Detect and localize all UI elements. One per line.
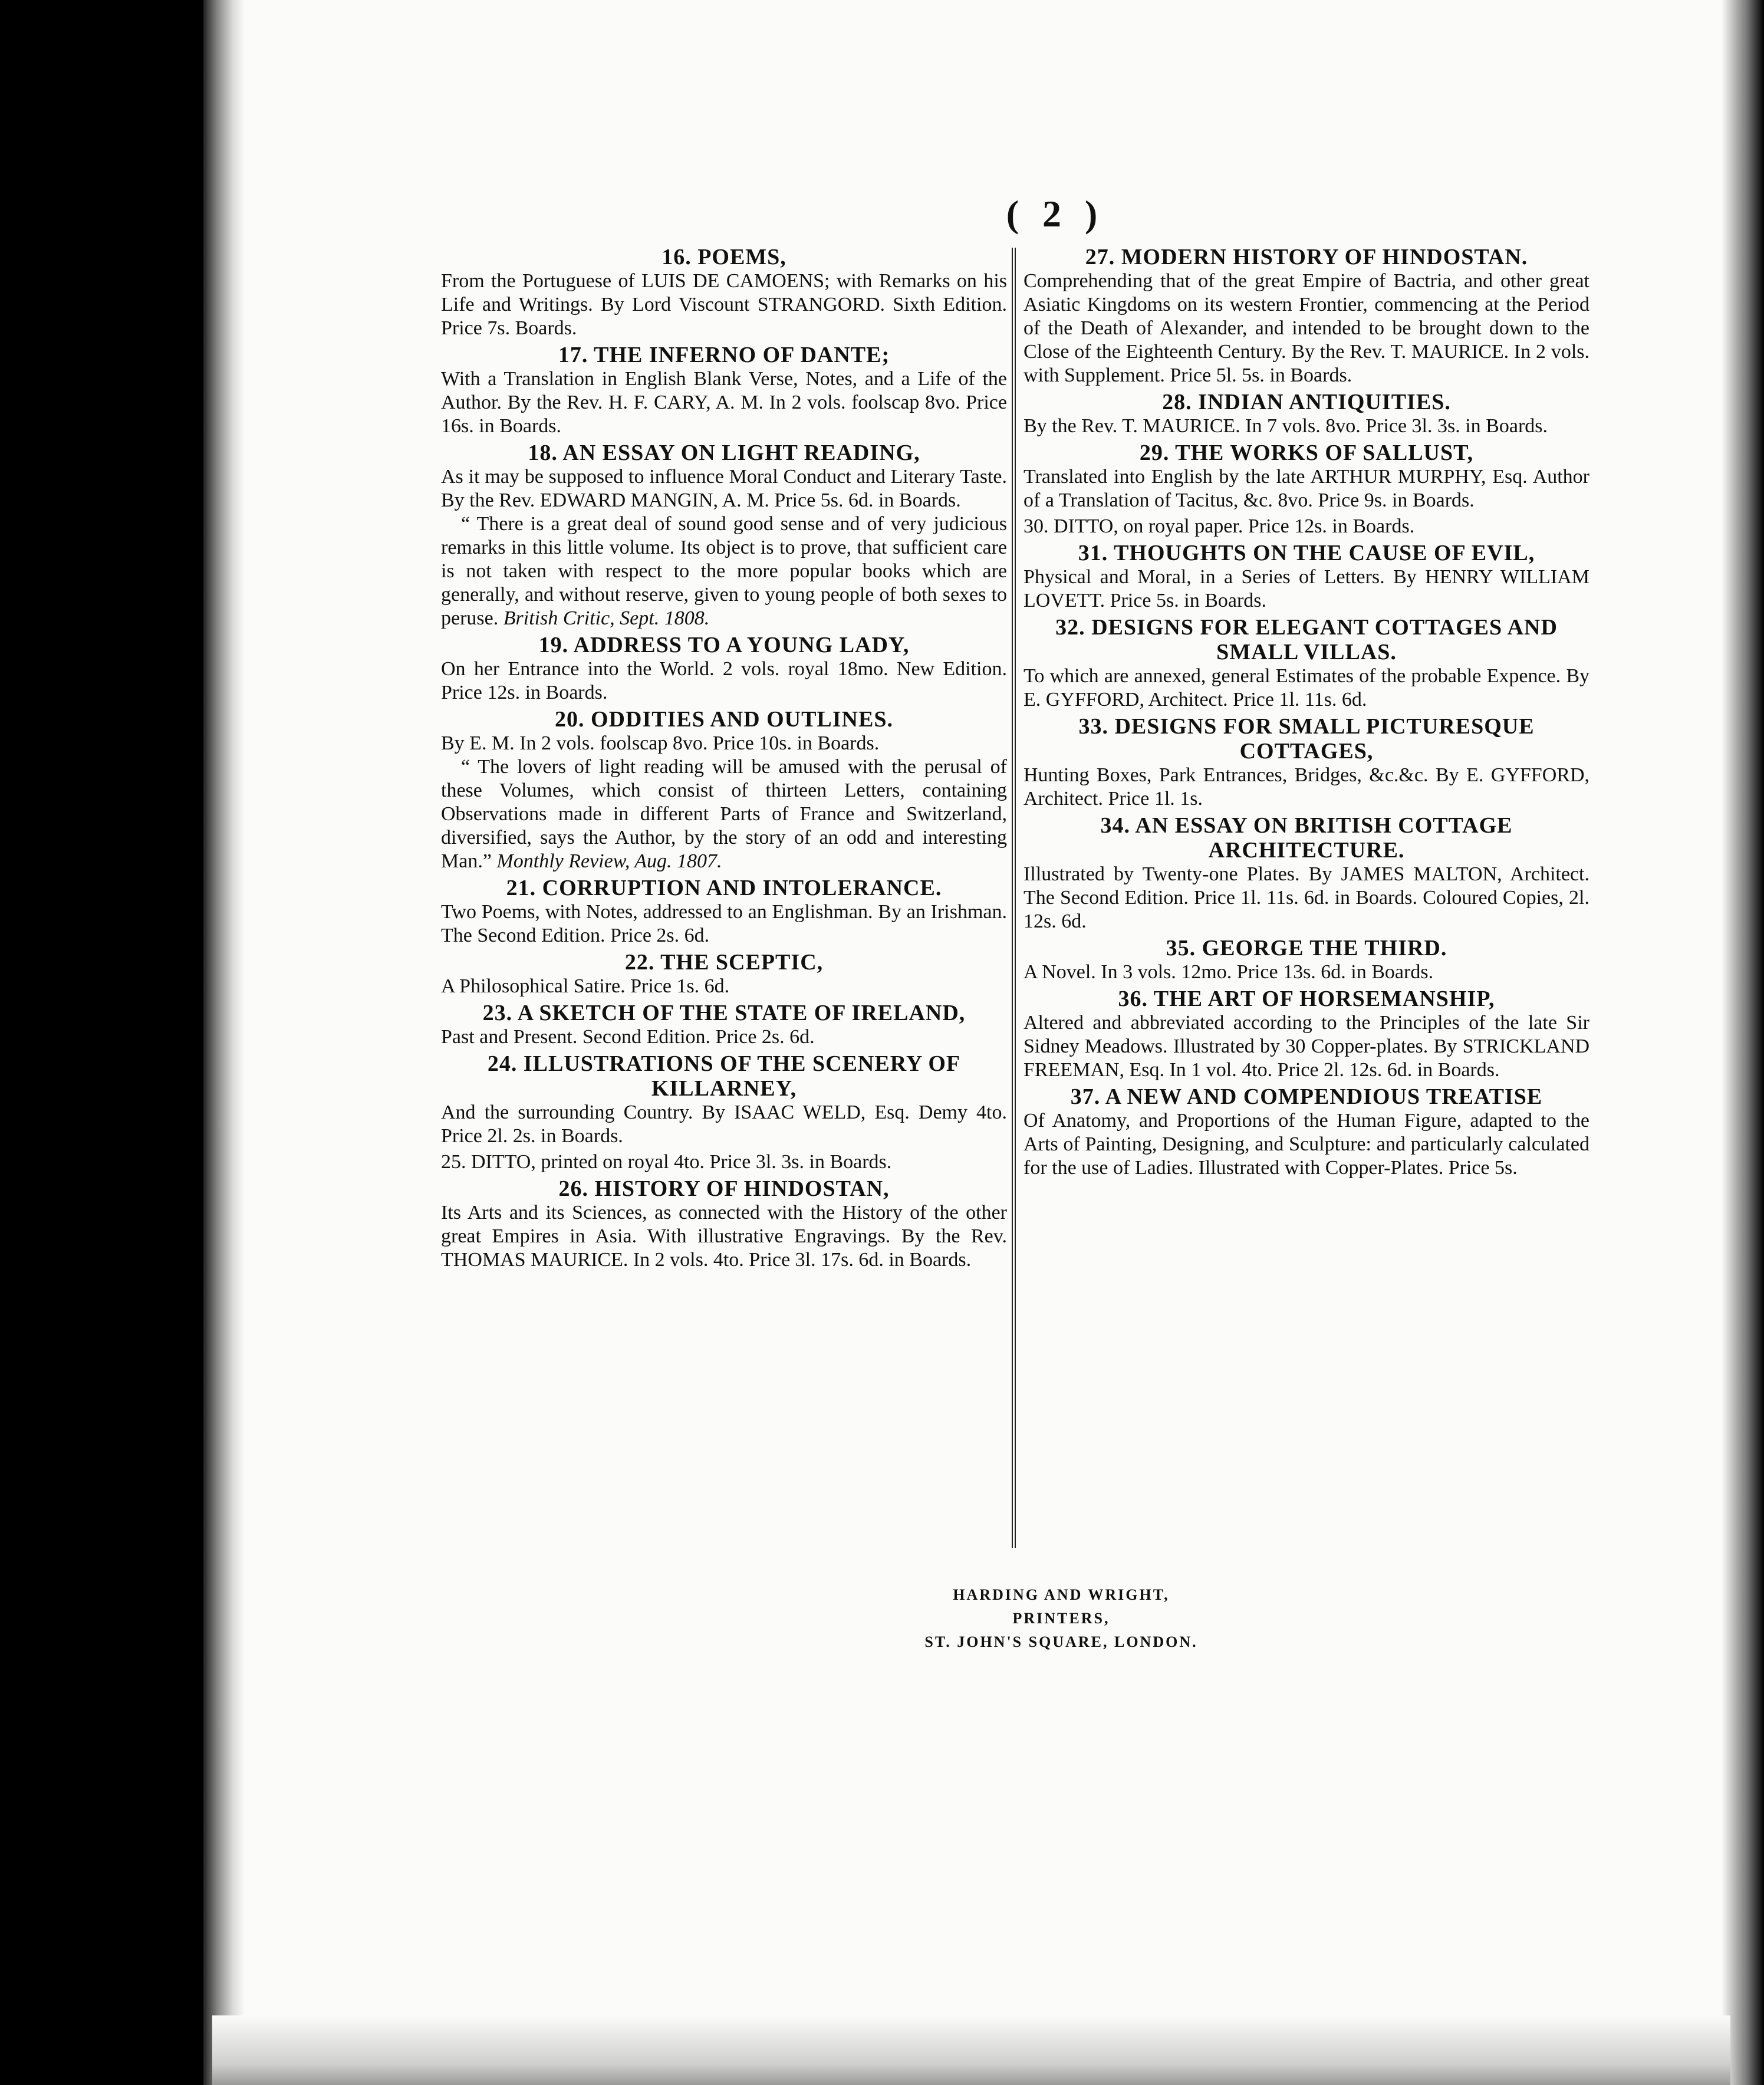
entry-title: 22. THE SCEPTIC, xyxy=(624,950,824,975)
right-column xyxy=(1023,245,1589,1182)
entry-title: 28. INDIAN ANTIQUITIES. xyxy=(1162,390,1451,415)
catalogue-entry xyxy=(1023,936,1589,984)
catalogue-entry xyxy=(441,876,1007,948)
entry-title: 17. THE INFERNO OF DANTE; xyxy=(558,343,890,367)
entry-title: 31. THOUGHTS ON THE CAUSE OF EVIL, xyxy=(1078,541,1535,565)
entry-description: To which are annexed, general Estimates of the probable Expence. By E. GYFFORD, Architect. Price 1l. 11s. 6d. xyxy=(1023,665,1589,711)
entry-description: By E. M. In 2 vols. foolscap 8vo. Price 10s. in Boards. xyxy=(441,732,880,754)
entry-description: Physical and Moral, in a Series of Letters. By HENRY WILLIAM LOVETT. Price 5s. in Boards. xyxy=(1023,566,1589,611)
entry-title: 16. POEMS, xyxy=(662,245,786,269)
catalogue-entry xyxy=(441,343,1007,438)
page-gutter-shadow xyxy=(203,0,245,2085)
entry-title: 18. AN ESSAY ON LIGHT READING, xyxy=(528,440,920,465)
entry-description: Translated into English by the late ARTHUR MURPHY, Esq. Author of a Translation of Tacitus, &c. 8vo. Price 9s. in Boards. xyxy=(1023,466,1589,511)
entry-description: As it may be supposed to influence Moral Conduct and Literary Taste. By the Rev. EDWARD MANGIN, A. M. Price 5s. 6d. in Boards. xyxy=(441,466,1007,511)
catalogue-entry xyxy=(441,1051,1007,1148)
entry-title: 32. DESIGNS FOR ELEGANT COTTAGES AND SMALL VILLAS. xyxy=(1055,615,1558,665)
column-rule xyxy=(1012,248,1016,1548)
entry-description: Comprehending that of the great Empire of Bactria, and other great Asiatic Kingdoms on its western Frontier, commencing at the Period of the Death of Alexander, and intended to be brought down to the Close of the Eighteenth Century. By the Rev. T. MAURICE. In 2 vols. with Supplement. Price 5l. 5s. in Boards. xyxy=(1023,270,1589,386)
catalogue-entry xyxy=(441,1001,1007,1049)
entry-title: 36. THE ART OF HORSEMANSHIP, xyxy=(1118,986,1495,1011)
entry-review-source: Monthly Review, Aug. 1807. xyxy=(496,850,722,872)
entry-title: 20. ODDITIES AND OUTLINES. xyxy=(555,707,893,732)
entry-description: On her Entrance into the World. 2 vols. royal 18mo. New Edition. Price 12s. in Boards. xyxy=(441,658,1007,703)
entry-description: Illustrated by Twenty-one Plates. By JAMES MALTON, Architect. The Second Edition. Price 1l. 11s. 6d. in Boards. Coloured Copies, 2l. 12s. 6d. xyxy=(1023,863,1589,932)
entry-description: Two Poems, with Notes, addressed to an Englishman. By an Irishman. The Second Edition. Price 2s. 6d. xyxy=(441,901,1007,946)
entry-review-source: British Critic, Sept. 1808. xyxy=(503,607,710,629)
imprint-printer-name: HARDING AND WRIGHT, xyxy=(953,1586,1170,1603)
entry-description: Hunting Boxes, Park Entrances, Bridges, &c.&c. By E. GYFFORD, Architect. Price 1l. 1s. xyxy=(1023,764,1589,810)
entry-review-quote xyxy=(441,755,1007,873)
entry-description: And the surrounding Country. By ISAAC WELD, Esq. Demy 4to. Price 2l. 2s. in Boards. xyxy=(441,1101,1007,1147)
entry-description: A Novel. In 3 vols. 12mo. Price 13s. 6d. in Boards. xyxy=(1023,961,1434,983)
entry-description: Of Anatomy, and Proportions of the Human Figure, adapted to the Arts of Painting, Designing, and Sculpture: and particularly calculated for the use of Ladies. Illustrated with Copper-Plates. Price 5s. xyxy=(1023,1110,1589,1179)
entry-title: 37. A NEW AND COMPENDIOUS TREATISE xyxy=(1070,1084,1543,1109)
catalogue-entry xyxy=(1023,541,1589,613)
entry-title: 35. GEORGE THE THIRD. xyxy=(1166,936,1447,961)
entry-description: A Philosophical Satire. Price 1s. 6d. xyxy=(441,975,730,997)
catalogue-entry xyxy=(1023,615,1589,712)
entry-quote-text: “ The lovers of light reading will be amused with the perusal of these Volumes, which consist of thirteen Letters, containing Observations made in different Parts of France and Switzerland, diversified, says the Author, by the story of an odd and interesting Man.” xyxy=(441,756,1007,872)
catalogue-entry xyxy=(1023,813,1589,933)
entry-title: 24. ILLUSTRATIONS OF THE SCENERY OF KILLARNEY, xyxy=(487,1051,961,1101)
catalogue-entry xyxy=(1023,515,1589,538)
printer-imprint xyxy=(707,1583,1415,1654)
entry-title: 19. ADDRESS TO A YOUNG LADY, xyxy=(538,633,910,657)
catalogue-entry xyxy=(441,1176,1007,1272)
catalogue-entry xyxy=(1023,986,1589,1082)
left-column xyxy=(441,245,1007,1274)
entry-description: By the Rev. T. MAURICE. In 7 vols. 8vo. Price 3l. 3s. in Boards. xyxy=(1023,415,1548,437)
page-number: ( 2 ) xyxy=(1006,193,1105,235)
imprint-address: ST. JOHN'S SQUARE, LONDON. xyxy=(924,1633,1198,1650)
entry-title: 27. MODERN HISTORY OF HINDOSTAN. xyxy=(1085,245,1528,269)
entry-title: 21. CORRUPTION AND INTOLERANCE. xyxy=(506,876,942,900)
catalogue-entry xyxy=(1023,390,1589,438)
entry-title: 33. DESIGNS FOR SMALL PICTURESQUE COTTAGES, xyxy=(1078,714,1535,764)
entry-title: 26. HISTORY OF HINDOSTAN, xyxy=(558,1176,890,1201)
catalogue-entry xyxy=(1023,1084,1589,1180)
catalogue-entry xyxy=(1023,245,1589,387)
catalogue-entry xyxy=(1023,440,1589,512)
entry-title: 23. A SKETCH OF THE STATE OF IRELAND, xyxy=(482,1001,966,1025)
catalogue-entry xyxy=(441,950,1007,998)
entry-title: 34. AN ESSAY ON BRITISH COTTAGE ARCHITECTURE. xyxy=(1100,813,1513,863)
right-edge-shadow xyxy=(1722,0,1764,2085)
entry-description: Its Arts and its Sciences, as connected with the History of the other great Empires in Asia. With illustrative Engravings. By the Rev. THOMAS MAURICE. In 2 vols. 4to. Price 3l. 17s. 6d. in Boards. xyxy=(441,1202,1007,1271)
entry-quote-text: “ There is a great deal of sound good sense and of very judicious remarks in this little volume. Its object is to prove, that sufficient care is not taken with respect to the more popular books which are generally, and without reserve, given to young people of both sexes to peruse. xyxy=(441,513,1007,629)
catalogue-entry xyxy=(441,440,1007,630)
entry-review-quote xyxy=(441,512,1007,630)
catalogue-entry xyxy=(441,707,1007,873)
catalogue-entry xyxy=(1023,714,1589,811)
entry-title: 29. THE WORKS OF SALLUST, xyxy=(1139,440,1474,465)
entry-description: 30. DITTO, on royal paper. Price 12s. in Boards. xyxy=(1023,515,1415,537)
entry-description: With a Translation in English Blank Verse, Notes, and a Life of the Author. By the Rev. H. F. CARY, A. M. In 2 vols. foolscap 8vo. Price 16s. in Boards. xyxy=(441,368,1007,437)
entry-description: Altered and abbreviated according to the Principles of the late Sir Sidney Meadows. Illustrated by 30 Copper-plates. By STRICKLAND FREEMAN, Esq. In 1 vol. 4to. Price 2l. 12s. 6d. in Boards. xyxy=(1023,1012,1589,1081)
catalogue-entry xyxy=(441,245,1007,340)
entry-description: Past and Present. Second Edition. Price 2s. 6d. xyxy=(441,1026,815,1048)
catalogue-entry xyxy=(441,1150,1007,1174)
entry-description: 25. DITTO, printed on royal 4to. Price 3l. 3s. in Boards. xyxy=(441,1151,892,1173)
catalogue-entry xyxy=(441,633,1007,705)
imprint-printers: PRINTERS, xyxy=(1012,1610,1110,1627)
page-bottom-edge xyxy=(212,2015,1730,2085)
entry-description: From the Portuguese of LUIS DE CAMOENS; with Remarks on his Life and Writings. By Lord Viscount STRANGORD. Sixth Edition. Price 7s. Boards. xyxy=(441,270,1007,339)
